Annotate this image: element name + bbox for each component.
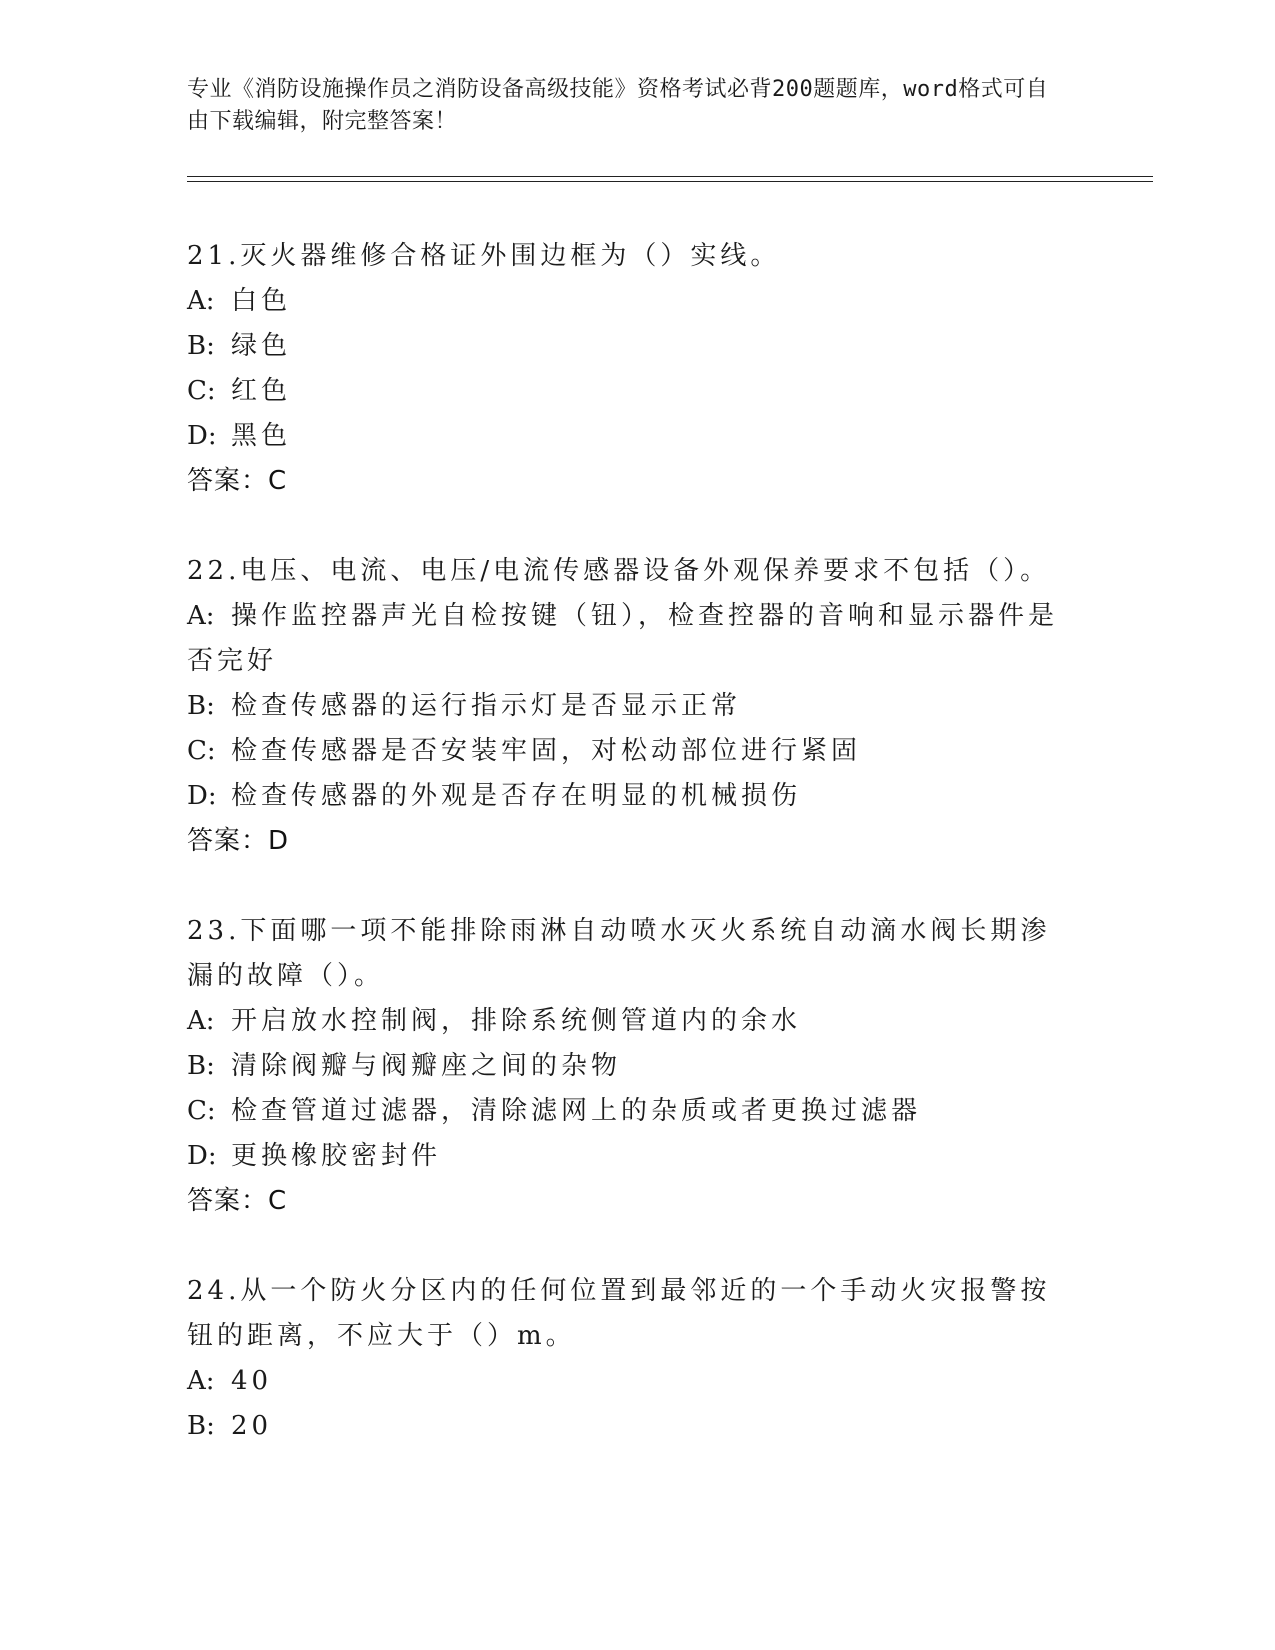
option-key: A: [187,1006,215,1036]
question-21 [187,234,1067,504]
option-d [187,1134,1067,1179]
option-text: 20 [231,1411,273,1441]
question-stem: 23.下面哪一项不能排除雨淋自动喷水灭火系统自动滴水阀长期渗漏的故障（）。 [187,916,1051,991]
option-key: C: [187,376,216,406]
option-b [187,1404,1067,1449]
question-list [187,234,1067,1494]
option-key: D: [187,421,217,451]
option-key: A: [187,601,215,631]
header-divider-bottom [187,181,1153,182]
option-a [187,999,1067,1044]
question-stem: 21.灭火器维修合格证外围边框为（）实线。 [187,241,781,271]
option-key: C: [187,736,216,766]
option-text: 更换橡胶密封件 [231,1141,442,1171]
option-d [187,774,1067,819]
option-key: B: [187,1411,215,1441]
question-22 [187,549,1067,864]
option-text: 绿色 [231,331,292,361]
question-stem: 22.电压、电流、电压/电流传感器设备外观保养要求不包括（）。 [187,556,1051,586]
option-b [187,324,1067,369]
option-text: 40 [231,1366,273,1396]
option-a [187,594,1067,684]
option-text: 开启放水控制阀，排除系统侧管道内的余水 [231,1006,802,1036]
option-c [187,729,1067,774]
option-text: 清除阀瓣与阀瓣座之间的杂物 [231,1051,622,1081]
option-key: B: [187,1051,215,1081]
option-text: 黑色 [231,421,292,451]
option-c [187,369,1067,414]
option-text: 检查传感器的外观是否存在明显的机械损伤 [231,781,802,811]
option-key: D: [187,1141,217,1171]
option-d [187,414,1067,459]
option-key: A: [187,286,215,316]
question-24 [187,1269,1067,1449]
header-divider-top [187,176,1153,177]
option-b [187,1044,1067,1089]
question-23 [187,909,1067,1224]
option-key: B: [187,691,215,721]
answer-line: 答案：D [187,826,290,856]
option-text: 检查管道过滤器，清除滤网上的杂质或者更换过滤器 [231,1096,922,1126]
option-text: 检查传感器是否安装牢固，对松动部位进行紧固 [231,736,862,766]
answer-line: 答案：C [187,1186,288,1216]
option-text: 白色 [231,286,292,316]
answer-line: 答案：C [187,466,288,496]
document-header: 专业《消防设施操作员之消防设备高级技能》资格考试必背200题题库，word格式可自由下载编辑，附完整答案！ [187,77,1049,134]
option-text: 检查传感器的运行指示灯是否显示正常 [231,691,742,721]
option-a [187,279,1067,324]
option-key: A: [187,1366,215,1396]
option-text: 红色 [231,376,292,406]
option-text: 操作监控器声光自检按键（钮），检查控器的音响和显示器件是否完好 [187,601,1059,676]
option-key: C: [187,1096,216,1126]
option-c [187,1089,1067,1134]
option-key: B: [187,331,215,361]
option-key: D: [187,781,217,811]
option-a [187,1359,1067,1404]
question-stem: 24.从一个防火分区内的任何位置到最邻近的一个手动火灾报警按钮的距离，不应大于（）m。 [187,1276,1051,1351]
option-b [187,684,1067,729]
